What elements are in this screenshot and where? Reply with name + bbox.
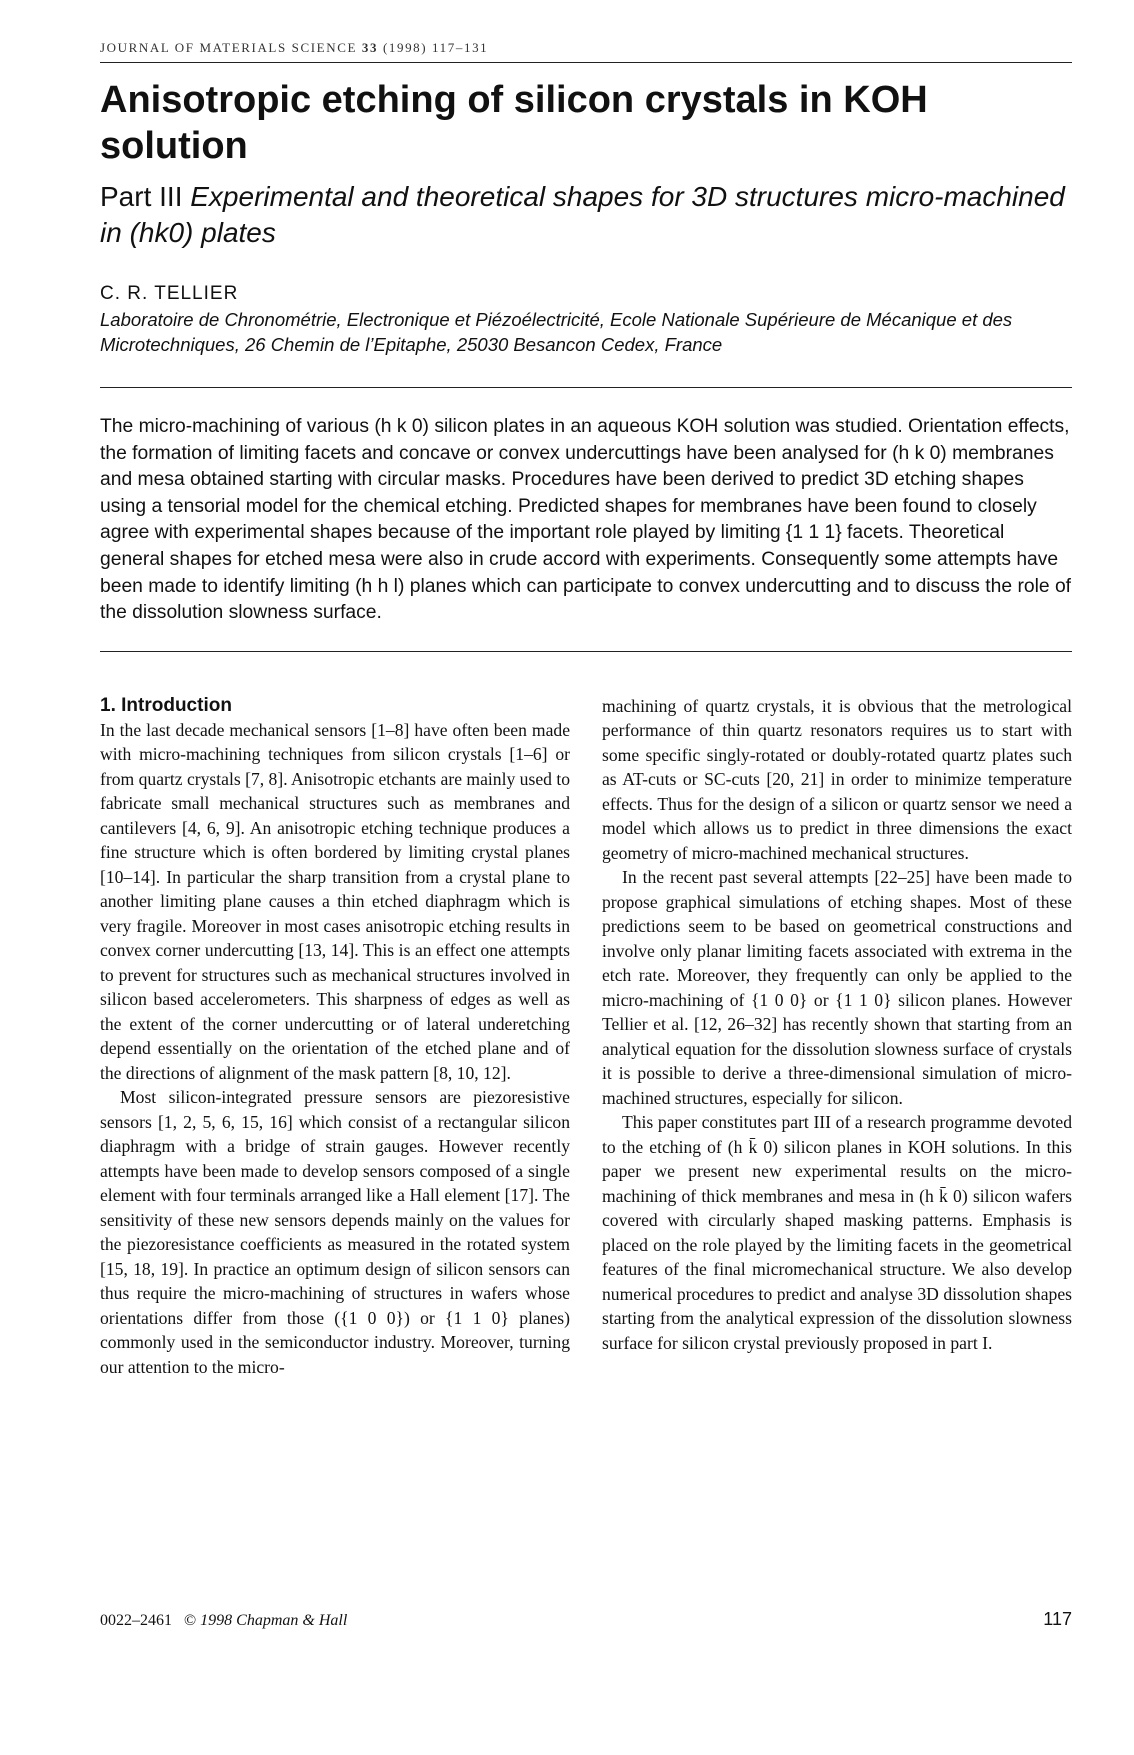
journal-name: JOURNAL OF MATERIALS SCIENCE bbox=[100, 40, 362, 55]
abstract-bottom-rule bbox=[100, 651, 1072, 652]
paragraph: In the last decade mechanical sensors [1–8] have often been made with micro-machining techniques from silicon crystals [1–6] or from quartz crystals [7, 8]. Anisotropic etchants are mainly used to fabricate small mechanical structures such as membranes and cantilevers [4, 6, 9]. An anisotropic etching technique produces a fine structure which is often bordered by limiting crystal planes [10–14]. In particular the sharp transition from a crystal plane to another limiting plane causes a thin etched diaphragm which is very fragile. Moreover in most cases anisotropic etching results in convex corner undercutting [13, 14]. This is an effect one attempts to prevent for structures such as mechanical structures involved in silicon based accelerometers. This sharpness of edges as well as the extent of the corner undercutting or of lateral underetching depend essentially on the orientation of the etched plane and of the directions of alignment of the mask pattern [8, 10, 12]. bbox=[100, 719, 571, 1083]
right-column bbox=[602, 694, 1072, 1380]
page-footer bbox=[100, 1609, 1072, 1630]
journal-header bbox=[100, 40, 1072, 56]
subtitle-part: Part III bbox=[100, 181, 191, 212]
footer-copyright bbox=[100, 1612, 347, 1630]
paragraph: machining of quartz crystals, it is obvious that the metrological performance of thin quartz resonators requires us to start with some specific singly-rotated or doubly-rotated quartz plates such as AT-cuts or SC-cuts [20, 21] in order to minimize temperature effects. Thus for the design of a silicon or quartz sensor we need a model which allows us to predict in three dimensions the exact geometry of micro-machined mechanical structures. bbox=[602, 695, 1072, 863]
page-number: 117 bbox=[1043, 1609, 1072, 1629]
journal-year-pages: (1998) 117–131 bbox=[378, 40, 489, 55]
body-columns bbox=[100, 694, 1072, 1380]
paper-subtitle bbox=[100, 179, 1072, 251]
publisher: 1998 Chapman & Hall bbox=[200, 1612, 348, 1629]
copyright-icon: © bbox=[184, 1612, 197, 1629]
subtitle-italic: Experimental and theoretical shapes for 3D structures micro-machined in (hk0) plates bbox=[100, 181, 1065, 248]
author-name: C. R. TELLIER bbox=[100, 283, 239, 304]
section-heading: 1. Introduction bbox=[100, 694, 232, 716]
header-rule bbox=[100, 62, 1072, 63]
abstract-top-rule bbox=[100, 387, 1072, 388]
paper-title: Anisotropic etching of silicon crystals in KOH solution bbox=[100, 79, 928, 167]
paragraph: Most silicon-integrated pressure sensors are piezoresistive sensors [1, 2, 5, 6, 15, 16] which consist of a rectangular silicon diaphragm with a bridge of strain gauges. However recently attempts have been made to develop sensors composed of a single element with four terminals arranged like a Hall element [17]. The sensitivity of these new sensors depends mainly on the values for the piezoresistance coefficients as measured in the rotated system [15, 18, 19]. In practice an optimum design of silicon sensors can thus require the micro-machining of structures in wafers whose orientations differ from those ({1 0 0}) or {1 1 0} planes) commonly used in the semiconductor industry. Moreover, turning our attention to the micro- bbox=[100, 1087, 570, 1377]
journal-volume: 33 bbox=[361, 40, 379, 55]
issn: 0022–2461 bbox=[100, 1612, 172, 1629]
paragraph: This paper constitutes part III of a research programme devoted to the etching of (h k̄ 0) silicon planes in KOH solutions. In this paper we present new experimental results on the micro-machining of thick membranes and mesa in (h k̄ 0) silicon wafers covered with circularly shaped masking patterns. Emphasis is placed on the role played by the limiting facets in the geometrical features of the final micromechanical structure. We also develop numerical procedures to predict and analyse 3D dissolution shapes starting from the analytical expression of the dissolution slowness surface for silicon crystal previously proposed in part I. bbox=[602, 1112, 1072, 1353]
left-column bbox=[100, 694, 570, 1380]
paragraph: In the recent past several attempts [22–25] have been made to propose graphical simulations of etching shapes. Most of these predictions seem to be based on geometrical constructions and involve only planar limiting facets associated with extrema in the etch rate. Moreover, they frequently can only be applied to the micro-machining of {1 0 0} or {1 1 0} silicon planes. However Tellier et al. [12, 26–32] has recently shown that starting from an analytical equation for the dissolution slowness surface of crystals it is possible to derive a three-dimensional simulation of micro-machined structures, especially for silicon. bbox=[602, 867, 1072, 1108]
author-affiliation: Laboratoire de Chronométrie, Electronique et Piézoélectricité, Ecole Nationale Supérieure de Mécanique et des Microtechniques, 26 Chemin de l’Epitaphe, 25030 Besancon Cedex, France bbox=[100, 309, 1013, 355]
paper-page bbox=[100, 40, 1072, 1379]
abstract-text: The micro-machining of various (h k 0) silicon plates in an aqueous KOH solution was studied. Orientation effects, the formation of limiting facets and concave or convex undercuttings have been analysed for (h k 0) membranes and mesa obtained starting with circular masks. Procedures have been derived to predict 3D etching shapes using a tensorial model for the chemical etching. Predicted shapes for membranes have been found to closely agree with experimental shapes because of the important role played by limiting {1 1 1} facets. Theoretical general shapes for etched mesa were also in crude accord with experiments. Consequently some attempts have been made to identify limiting (h h l) planes which can participate to convex undercutting and to discuss the role of the dissolution slowness surface. bbox=[100, 416, 1072, 624]
